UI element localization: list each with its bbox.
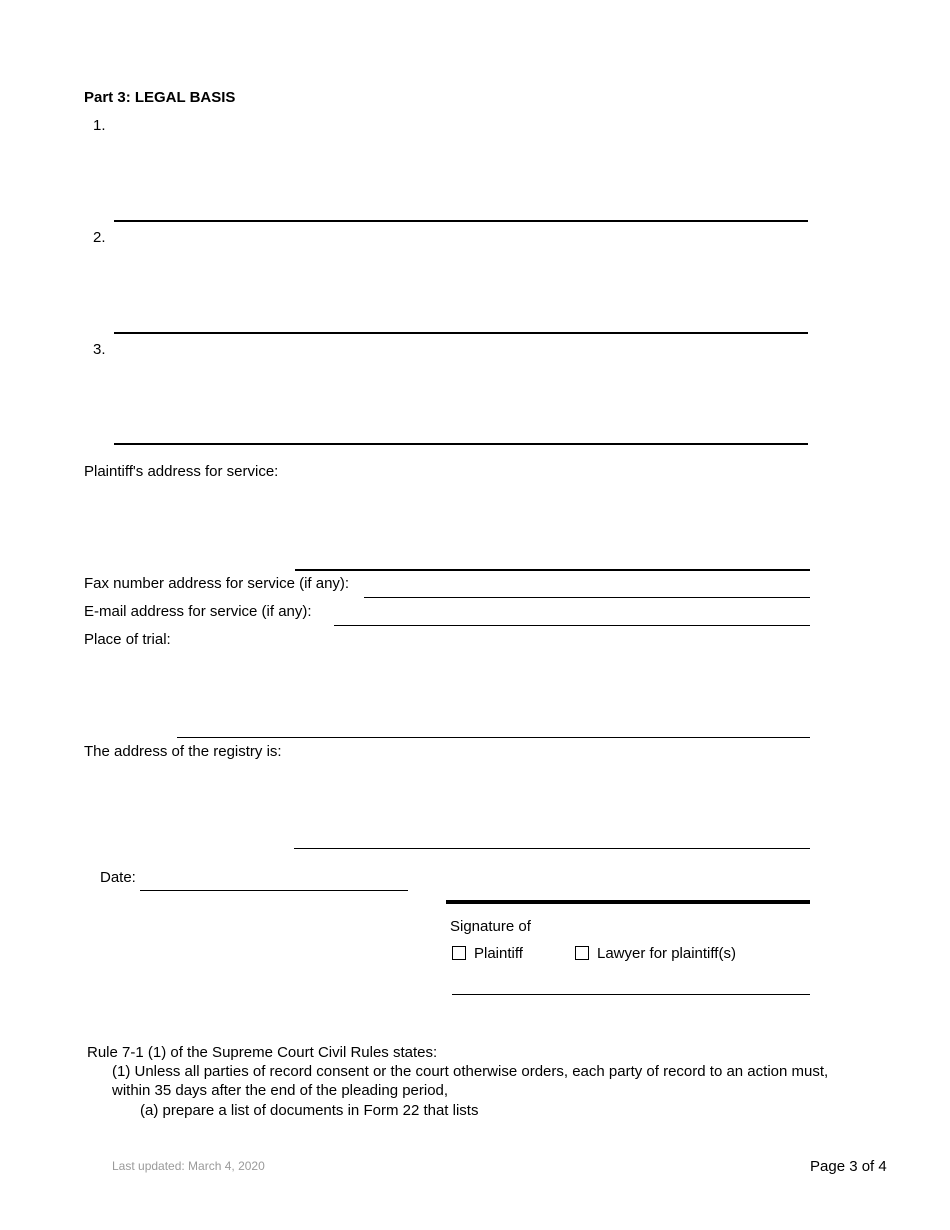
rule-line-1: (1) Unless all parties of record consent or the court otherwise orders, each party of record to an action must,	[112, 1063, 829, 1080]
email-label: E-mail address for service (if any):	[84, 603, 312, 620]
signature-line	[446, 900, 810, 904]
fax-label: Fax number address for service (if any):	[84, 575, 350, 592]
item-line-1	[114, 220, 808, 222]
item-number-3: 3.	[93, 341, 106, 358]
item-line-2	[114, 332, 808, 334]
plaintiff-checkbox[interactable]	[452, 946, 466, 960]
signer-name-line	[452, 994, 810, 995]
item-number-2: 2.	[93, 229, 106, 246]
registry-line	[294, 848, 810, 849]
rule-intro: Rule 7-1 (1) of the Supreme Court Civil Rules states:	[87, 1044, 438, 1061]
date-label: Date:	[100, 869, 136, 886]
place-of-trial-label: Place of trial:	[84, 631, 171, 648]
lawyer-checkbox[interactable]	[575, 946, 589, 960]
item-line-3	[114, 443, 808, 445]
fax-line	[364, 597, 810, 598]
place-of-trial-line	[177, 737, 810, 738]
address-for-service-label: Plaintiff's address for service:	[84, 463, 279, 480]
address-for-service-line	[295, 569, 810, 571]
rule-line-3: (a) prepare a list of documents in Form 22 that lists	[140, 1102, 479, 1119]
section-heading: Part 3: LEGAL BASIS	[84, 89, 236, 106]
signature-of-label: Signature of	[450, 918, 531, 935]
rule-line-2: within 35 days after the end of the pleading period,	[112, 1082, 449, 1099]
registry-label: The address of the registry is:	[84, 743, 282, 760]
last-updated: Last updated: March 4, 2020	[112, 1159, 265, 1173]
item-number-1: 1.	[93, 117, 106, 134]
lawyer-checkbox-label: Lawyer for plaintiff(s)	[597, 945, 736, 962]
date-line	[140, 890, 408, 891]
email-line	[334, 625, 810, 626]
page-number: Page 3 of 4	[810, 1158, 887, 1175]
plaintiff-checkbox-label: Plaintiff	[474, 945, 523, 962]
